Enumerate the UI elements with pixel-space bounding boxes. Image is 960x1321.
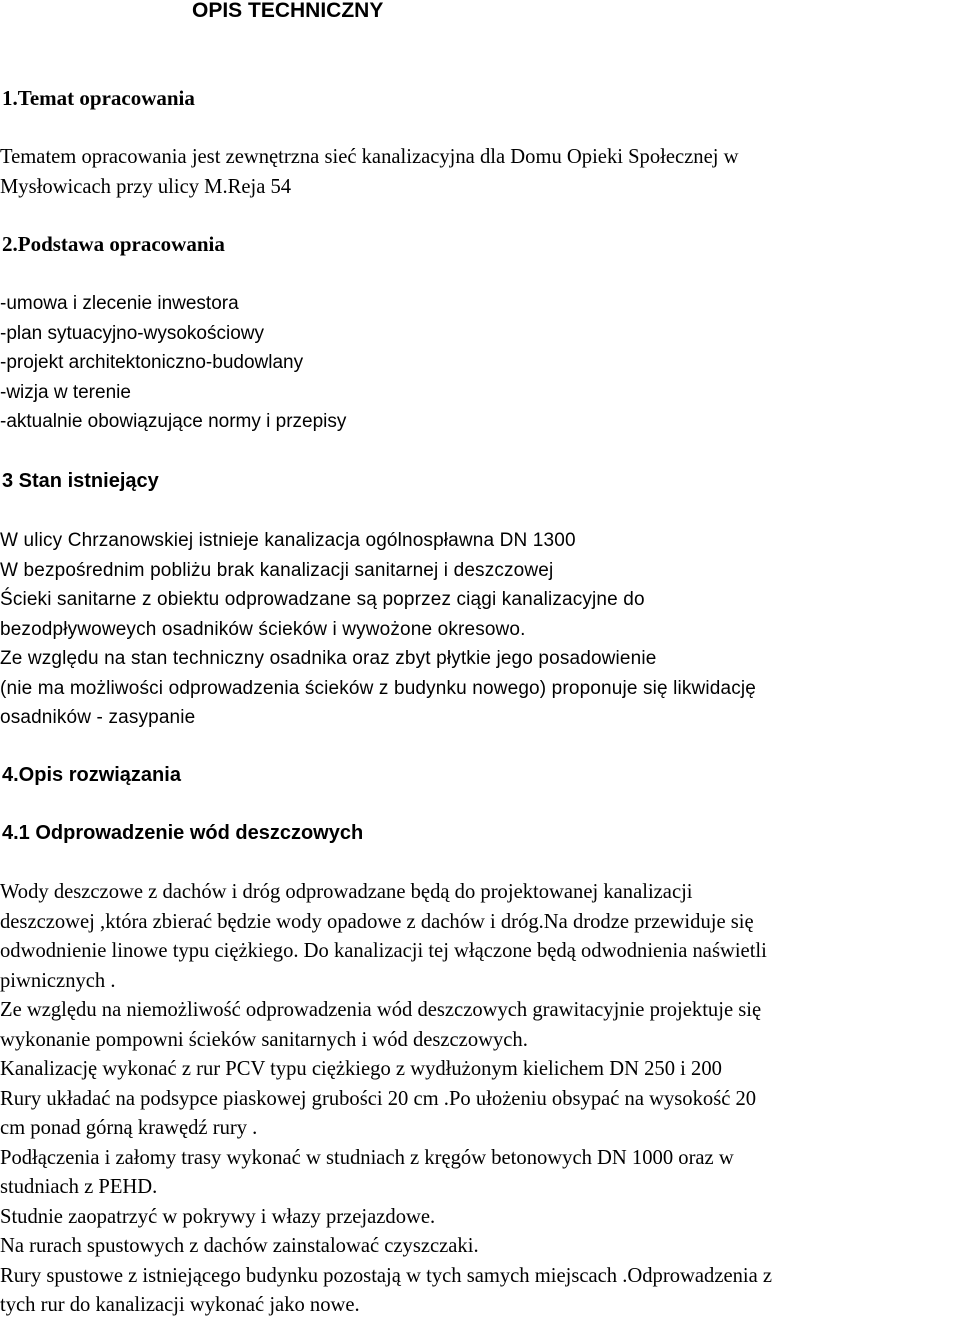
list-item: -plan sytuacyjno-wysokościowy (0, 322, 264, 344)
paragraph-line: W ulicy Chrzanowskiej istnieje kanalizacja ogólnospławna DN 1300 (0, 530, 576, 551)
section-3-body (0, 526, 960, 733)
list-item: -projekt architektoniczno-budowlany (0, 352, 304, 373)
section-2-heading: 2.Podstawa opracowania (2, 232, 225, 256)
paragraph-line: osadników - zasypanie (0, 707, 196, 728)
paragraph-line: Rury spustowe z istniejącego budynku pozostają w tych samych miejscach .Odprowadzenia z (0, 1264, 773, 1287)
list-item: -aktualnie obowiązujące normy i przepisy (0, 411, 347, 432)
paragraph-line: Studnie zaopatrzyć w pokrywy i włazy przejazdowe. (0, 1205, 436, 1228)
paragraph-line: W bezpośrednim pobliżu brak kanalizacji sanitarnej i deszczowej (0, 559, 554, 581)
paragraph-line: Na rurach spustowych z dachów zainstalować czyszczaki. (0, 1235, 479, 1257)
paragraph-line: Podłączenia i załomy trasy wykonać w studniach z kręgów betonowych DN 1000 oraz w (0, 1146, 734, 1169)
paragraph-line: piwnicznych . (0, 969, 116, 992)
section-4-1-body (0, 878, 960, 1321)
paragraph-line: studniach z PEHD. (0, 1176, 158, 1198)
paragraph-line: Mysłowicach przy ulicy M.Reja 54 (0, 175, 292, 198)
section-3-heading: 3 Stan istniejący (2, 470, 159, 492)
list-item: -wizja w terenie (0, 381, 131, 403)
paragraph-line: bezodpływoweych osadników ścieków i wywożone okresowo. (0, 618, 526, 640)
paragraph-line: Kanalizację wykonać z rur PCV typu ciężkiego z wydłużonym kielichem DN 250 i 200 (0, 1058, 722, 1080)
paragraph-line: cm ponad górną krawędź rury . (0, 1117, 258, 1139)
paragraph-line: Wody deszczowe z dachów i dróg odprowadzane będą do projektowanej kanalizacji (0, 881, 693, 903)
paragraph-line: Rury układać na podsypce piaskowej grubości 20 cm .Po ułożeniu obsypać na wysokość 20 (0, 1087, 757, 1110)
section-1-body (0, 143, 960, 202)
paragraph-line: Ścieki sanitarne z obiektu odprowadzane są poprzez ciągi kanalizacyjne do (0, 589, 645, 610)
document-title: OPIS TECHNICZNY (192, 0, 384, 22)
section-4-1-heading: 4.1 Odprowadzenie wód deszczowych (2, 822, 364, 844)
paragraph-line: Tematem opracowania jest zewnętrzna sieć kanalizacyjna dla Domu Opieki Społecznej w (0, 146, 739, 168)
paragraph-line: tych rur do kanalizacji wykonać jako nowe. (0, 1294, 360, 1316)
list-item: -umowa i zlecenie inwestora (0, 293, 239, 314)
section-4-heading: 4.Opis rozwiązania (2, 764, 181, 786)
section-1-heading: 1.Temat opracowania (2, 86, 195, 110)
section-2-list (0, 289, 960, 437)
paragraph-line: deszczowej ,która zbierać będzie wody opadowe z dachów i dróg.Na drodze przewiduje się (0, 910, 754, 933)
paragraph-line: wykonanie pompowni ścieków sanitarnych i wód deszczowych. (0, 1028, 528, 1051)
paragraph-line: (nie ma możliwości odprowadzenia ścieków z budynku nowego) proponuje się likwidację (0, 677, 756, 699)
paragraph-line: Ze względu na niemożliwość odprowadzenia wód deszczowych grawitacyjnie projektuje się (0, 999, 762, 1021)
paragraph-line: odwodnienie linowe typu ciężkiego. Do kanalizacji tej włączone będą odwodnienia naświetli (0, 940, 767, 962)
paragraph-line: Ze względu na stan techniczny osadnika oraz zbyt płytkie jego posadowienie (0, 648, 657, 669)
